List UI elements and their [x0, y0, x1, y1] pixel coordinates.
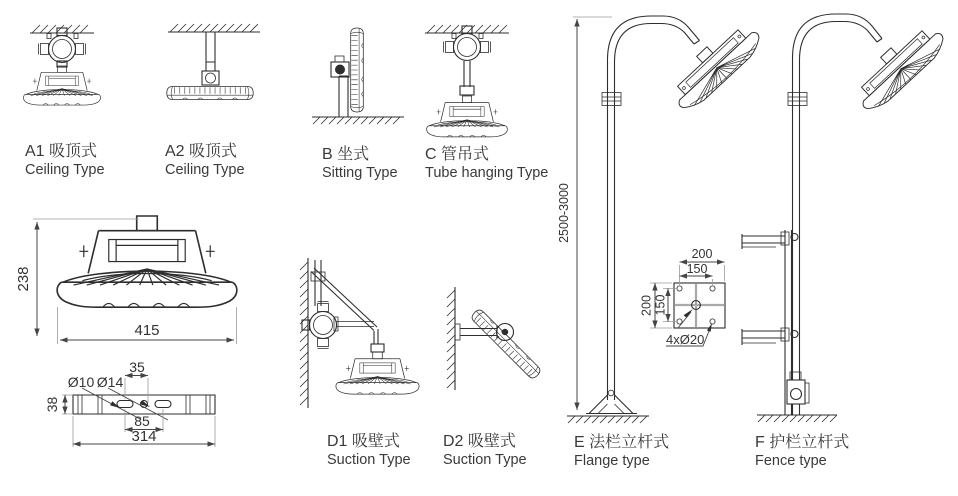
- caption-b: [322, 145, 398, 182]
- dim-flange-outer-w: 200: [691, 247, 713, 261]
- caption-c-zh: C 管吊式: [425, 146, 490, 163]
- lamp-e: [663, 16, 766, 115]
- drawing-a2-ceiling: [167, 24, 260, 99]
- wall-hatch: [447, 287, 455, 390]
- caption-d2-zh: D2 吸壁式: [443, 433, 516, 450]
- caption-d1-zh: D1 吸壁式: [327, 433, 400, 450]
- caption-f-zh: F 护栏立杆式: [755, 434, 850, 451]
- caption-a1: [25, 142, 105, 179]
- wall-hatch: [300, 258, 308, 408]
- caption-a1-zh: A1 吸顶式: [25, 143, 98, 160]
- caption-d1-en: Suction Type: [327, 452, 411, 468]
- caption-f-en: Fence type: [755, 453, 827, 469]
- caption-c-en: Tube hanging Type: [425, 165, 549, 181]
- drawing-f-fence-pole: [742, 14, 950, 422]
- drawing-b-sitting: [312, 28, 404, 124]
- drawing-e-flange-pole: [557, 16, 766, 423]
- drawing-flange-detail: [640, 247, 726, 347]
- pole: [793, 14, 883, 415]
- caption-a2-zh: A2 吸顶式: [165, 143, 238, 160]
- caption-d2-en: Suction Type: [443, 452, 527, 468]
- ground-hatch: [312, 117, 404, 124]
- caption-a2: [165, 142, 245, 179]
- lamp-a1: [23, 66, 100, 105]
- lamp-c: [427, 96, 508, 137]
- caption-b-en: Sitting Type: [322, 165, 398, 181]
- fence: [742, 230, 798, 415]
- drawing-front-view: [15, 216, 237, 344]
- lamp-a2: [167, 87, 253, 100]
- dim-bracket-height: 38: [44, 396, 60, 413]
- lamp-front-large: [57, 216, 237, 307]
- ceiling-hatch: [30, 25, 94, 33]
- drawing-c-tube-hanging: [425, 25, 509, 137]
- ceiling-hatch: [168, 24, 260, 32]
- lamp-f: [847, 17, 950, 116]
- caption-d2: [443, 432, 527, 469]
- caption-b-zh: B 坐式: [322, 146, 370, 163]
- dim-pole-height: 2500-3000: [557, 183, 571, 243]
- ground-hatch: [757, 415, 837, 422]
- drawing-bracket-bar: [44, 359, 215, 447]
- caption-e-en: Flange type: [574, 453, 650, 469]
- junction-box: [787, 372, 809, 404]
- dim-front-height: 238: [15, 266, 32, 292]
- lamp-b: [351, 28, 364, 112]
- caption-f: [755, 433, 849, 470]
- lamp-d1: [336, 352, 419, 394]
- dim-hole-large: Ø14: [96, 374, 124, 390]
- caption-a1-en: Ceiling Type: [25, 162, 105, 178]
- drawing-d1-suction: [300, 258, 419, 408]
- caption-a2-en: Ceiling Type: [165, 162, 245, 178]
- dim-flange-outer-h: 200: [639, 295, 654, 316]
- junction-box: [444, 26, 491, 61]
- caption-e: [574, 433, 669, 470]
- dim-hole-small: Ø10: [67, 374, 95, 390]
- drawing-d2-suction: [447, 287, 542, 390]
- flange-base: [586, 390, 637, 413]
- dim-front-width: 415: [134, 322, 160, 339]
- dim-flange-holes: 4xØ20: [666, 332, 705, 347]
- ground-hatch: [567, 416, 649, 423]
- dim-bracket-length: 314: [131, 428, 157, 445]
- dim-flange-inner-h: 150: [653, 294, 668, 316]
- junction-box: [302, 302, 337, 349]
- drawing-a1-ceiling: [23, 25, 100, 105]
- dim-slot-offset: 35: [129, 359, 145, 375]
- lamp-d2: [470, 308, 542, 380]
- caption-d1: [327, 432, 411, 469]
- dim-hole-spacing: 85: [134, 413, 150, 429]
- caption-c: [425, 145, 548, 182]
- dim-flange-inner-w: 150: [686, 262, 708, 276]
- caption-e-zh: E 法栏立杆式: [574, 434, 670, 451]
